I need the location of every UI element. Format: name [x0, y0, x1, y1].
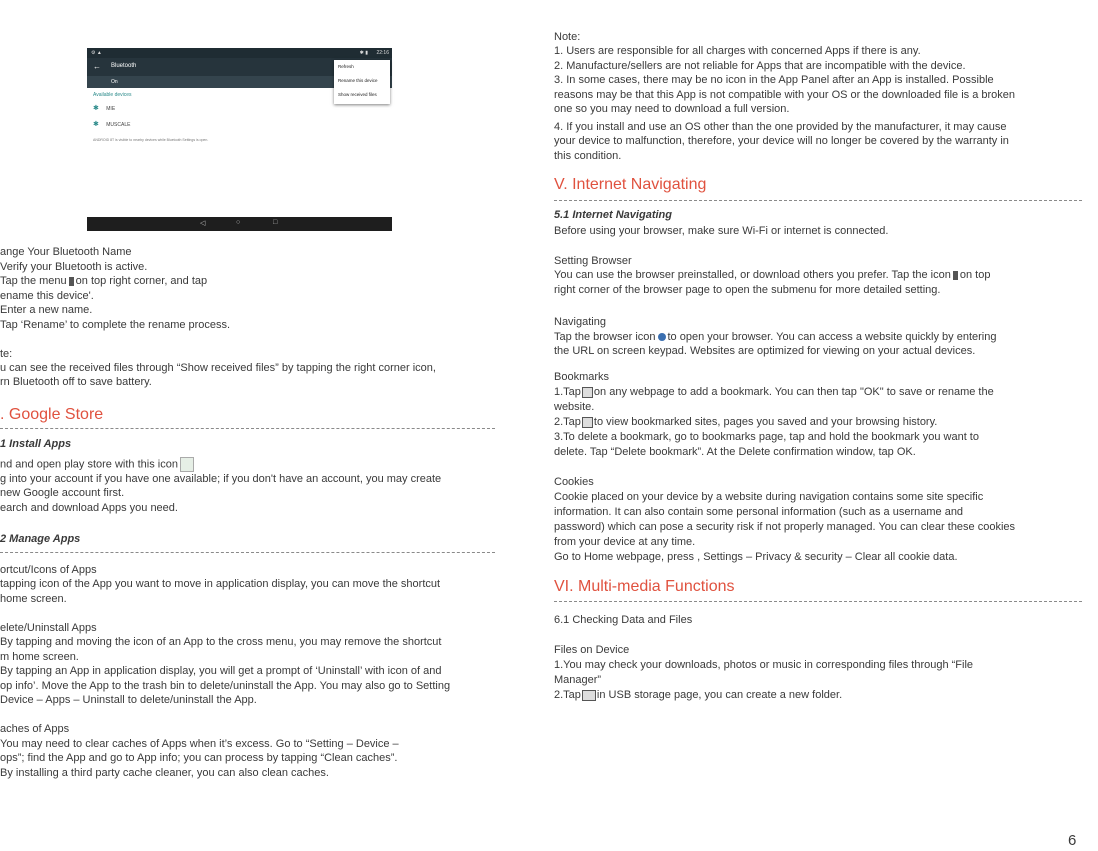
note-line: this condition.: [554, 150, 622, 162]
files-title: Files on Device: [554, 644, 630, 656]
delete-line: Device – Apps – Uninstall to delete/uninstall the App.: [0, 694, 257, 706]
note-label: te:: [0, 348, 13, 360]
play-store-icon: [180, 457, 194, 472]
note-line: rn Bluetooth off to save battery.: [0, 376, 152, 388]
cookies-line: from your device at any time.: [554, 536, 696, 548]
bookmarks-line: 1.Tap on any webpage to add a bookmark. You can then tap "OK" to save or rename the: [554, 386, 994, 398]
device-name: MUSCALE: [106, 122, 131, 128]
bookmarks-line: 3.To delete a bookmark, go to bookmarks page, tap and hold the bookmark you want to: [554, 431, 979, 443]
menu-icon: [953, 271, 958, 280]
toggle-label: On: [111, 79, 118, 85]
page-number: 6: [1068, 832, 1077, 849]
note-line: your device to malfunction, therefore, your device will no longer be covered by the warranty in: [554, 135, 1009, 147]
change-name-step: Tap the menu on top right corner, and tap: [0, 275, 208, 287]
settings-icon: ⚙ ▲: [91, 50, 102, 56]
change-name-title: ange Your Bluetooth Name: [0, 246, 132, 258]
note-line: reasons may be that this App is not compatible with your OS or the downloaded file is a broken: [554, 89, 1016, 101]
status-bar: [87, 48, 392, 58]
shortcut-title: ortcut/Icons of Apps: [0, 564, 97, 576]
section-heading-multimedia: VI. Multi-media Functions: [554, 578, 735, 595]
note-line: 2. Manufacture/sellers are not reliable for Apps that are incompatible with the device.: [554, 60, 966, 72]
nav-bar: [87, 217, 392, 231]
device-row-2[interactable]: [93, 120, 130, 128]
subsection-title: 6.1 Checking Data and Files: [554, 614, 693, 626]
files-line: 2.Tap in USB storage page, you can create a new folder.: [554, 689, 843, 701]
intro-line: Before using your browser, make sure Wi-Fi or internet is connected.: [554, 225, 889, 237]
bookmarks-title: Bookmarks: [554, 371, 610, 383]
caches-line: ops”; find the App and go to App info; you can process by tapping “Clean caches”.: [0, 752, 398, 764]
overflow-menu: [334, 60, 390, 104]
setting-title: Setting Browser: [554, 255, 632, 267]
visibility-note: ANDROID 8T is visible to nearby devices while Bluetooth Settings is open.: [93, 138, 209, 142]
navigating-line: the URL on screen keypad. Websites are optimized for viewing on your actual devices.: [554, 345, 976, 357]
note-line: 3. In some cases, there may be no icon in the App Panel after an App is installed. Possible: [554, 74, 994, 86]
device-row-1[interactable]: [93, 104, 115, 112]
caches-title: aches of Apps: [0, 723, 70, 735]
section-divider: [0, 428, 495, 429]
cookies-line: Cookie placed on your device by a website during navigation contains some site specific: [554, 491, 984, 503]
note-line: 4. If you install and use an OS other than the one provided by the manufacturer, it may cause: [554, 121, 1007, 133]
new-folder-icon: [582, 690, 596, 701]
screen-title: Bluetooth: [111, 63, 137, 69]
navigating-title: Navigating: [554, 316, 606, 328]
shortcut-line: home screen.: [0, 593, 67, 605]
cookies-line: Go to Home webpage, press , Settings – Privacy & security – Clear all cookie data.: [554, 551, 958, 563]
device-name: MIE: [106, 106, 116, 112]
navigating-line: Tap the browser icon to open your browser. You can access a website quickly by entering: [554, 331, 997, 343]
caches-line: By installing a third party cache cleaner, you can also clean caches.: [0, 767, 329, 779]
status-time: 22:16: [376, 50, 389, 56]
bookmarks-line: website.: [554, 401, 595, 413]
bookmarks-line: 2.Tap to view bookmarked sites, pages you saved and your browsing history.: [554, 416, 938, 428]
available-devices-label: Available devices: [93, 92, 132, 98]
back-arrow-icon[interactable]: ←: [93, 62, 101, 71]
nav-home-icon[interactable]: ○: [236, 219, 241, 226]
setting-line: You can use the browser preinstalled, or download others you prefer. Tap the icon on top: [554, 269, 991, 281]
delete-line: m home screen.: [0, 651, 79, 663]
menu-item-rename[interactable]: Rename this device: [338, 78, 378, 83]
files-line: 1.You may check your downloads, photos or music in corresponding files through “File: [554, 659, 974, 671]
menu-icon: [69, 277, 74, 286]
note-line: one so you may need to download a full version.: [554, 103, 790, 115]
subsection-title: 5.1 Internet Navigating: [554, 209, 672, 221]
change-name-step: Tap ‘Rename’ to complete the rename process.: [0, 319, 231, 331]
cookies-title: Cookies: [554, 476, 594, 488]
cookies-line: information. It can also contain some personal information (such as a username and: [554, 506, 964, 518]
note-line: 1. Users are responsible for all charges with concerned Apps if there is any.: [554, 45, 921, 57]
section-divider: [554, 601, 1082, 602]
files-line: Manager”: [554, 674, 602, 686]
bluetooth-screenshot: [87, 48, 392, 231]
bluetooth-device-icon: ✱: [93, 105, 99, 112]
delete-line: op info’. Move the App to the trash bin to delete/uninstall the App. You may also go to Setting: [0, 680, 451, 692]
bluetooth-device-icon: ✱: [93, 121, 99, 128]
subsection-title: 1 Install Apps: [0, 438, 72, 450]
install-line: nd and open play store with this icon: [0, 457, 194, 472]
install-line: g into your account if you have one available; if you don't have an account, you may create: [0, 473, 442, 485]
change-name-step: Enter a new name.: [0, 304, 93, 316]
note-line: u can see the received files through “Show received files” by tapping the right corner icon,: [0, 362, 436, 374]
menu-item-refresh[interactable]: Refresh: [338, 64, 354, 69]
delete-title: elete/Uninstall Apps: [0, 622, 97, 634]
bookmarks-list-icon: [582, 417, 593, 428]
bluetooth-status-icon: ✱ ▮: [359, 50, 368, 56]
setting-line: right corner of the browser page to open the submenu for more detailed setting.: [554, 284, 941, 296]
nav-back-icon[interactable]: ◁: [200, 220, 206, 227]
bookmark-add-icon: [582, 387, 593, 398]
section-divider: [0, 552, 495, 553]
subsection-title: 2 Manage Apps: [0, 533, 81, 545]
delete-line: By tapping and moving the icon of an App to the cross menu, you may remove the shortcut: [0, 636, 442, 648]
change-name-step: Verify your Bluetooth is active.: [0, 261, 148, 273]
section-divider: [554, 200, 1082, 201]
shortcut-line: tapping icon of the App you want to move in application display, you can move the shortcut: [0, 578, 441, 590]
install-line: new Google account first.: [0, 487, 125, 499]
section-heading-google-store: . Google Store: [0, 406, 104, 423]
change-name-step: ename this device'.: [0, 290, 94, 302]
install-line: earch and download Apps you need.: [0, 502, 178, 514]
delete-line: By tapping an App in application display, you will get a prompt of ‘Uninstall’ with icon of and: [0, 665, 442, 677]
section-heading-internet: V. Internet Navigating: [554, 176, 707, 193]
menu-item-show-received[interactable]: Show received files: [338, 92, 377, 97]
caches-line: You may need to clear caches of Apps when it’s excess. Go to “Setting – Device –: [0, 738, 399, 750]
cookies-line: password) which can pose a security risk if not properly managed. You can clear these cookies: [554, 521, 1016, 533]
bookmarks-line: delete. Tap “Delete bookmark”. At the Delete confirmation window, tap OK.: [554, 446, 916, 458]
browser-globe-icon: [658, 333, 666, 341]
note-label: Note:: [554, 31, 581, 43]
nav-recents-icon[interactable]: □: [273, 219, 278, 226]
